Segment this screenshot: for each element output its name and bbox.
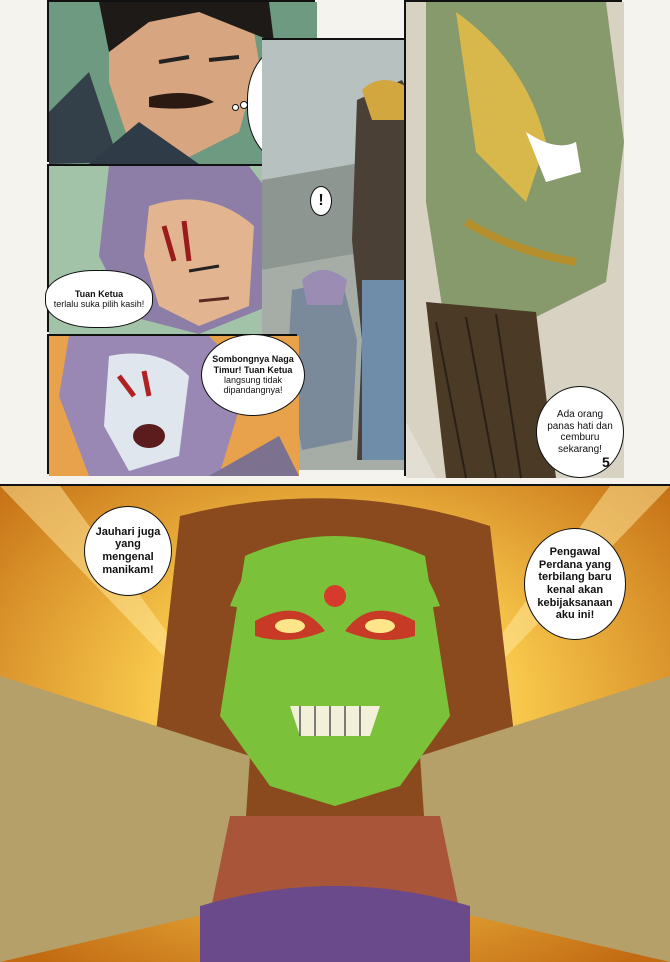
speech-bubble: Ada orang panas hati dan cemburu sekarang! [536,386,624,478]
speech-bubble: Sombongnya Naga Timur! Tuan Ketua langsung tidak dipandangnya! [201,334,305,416]
speech-bubble: Jauhari juga yang mengenal manikam! [84,506,172,596]
page-number: 5 [602,454,610,470]
thought-bubble: Tuan Ketua terlalu suka pilih kasih! [45,270,153,328]
thought-dot [232,104,239,111]
thought-dot [240,101,248,109]
panel-big [0,484,670,960]
speech-bubble: Pengawal Perdana yang terbilang baru kenal akan kebijaksanaan aku ini! [524,528,626,640]
exclamation-bubble: ! [310,186,332,216]
panel-4 [404,0,622,476]
panel-6 [47,334,297,474]
